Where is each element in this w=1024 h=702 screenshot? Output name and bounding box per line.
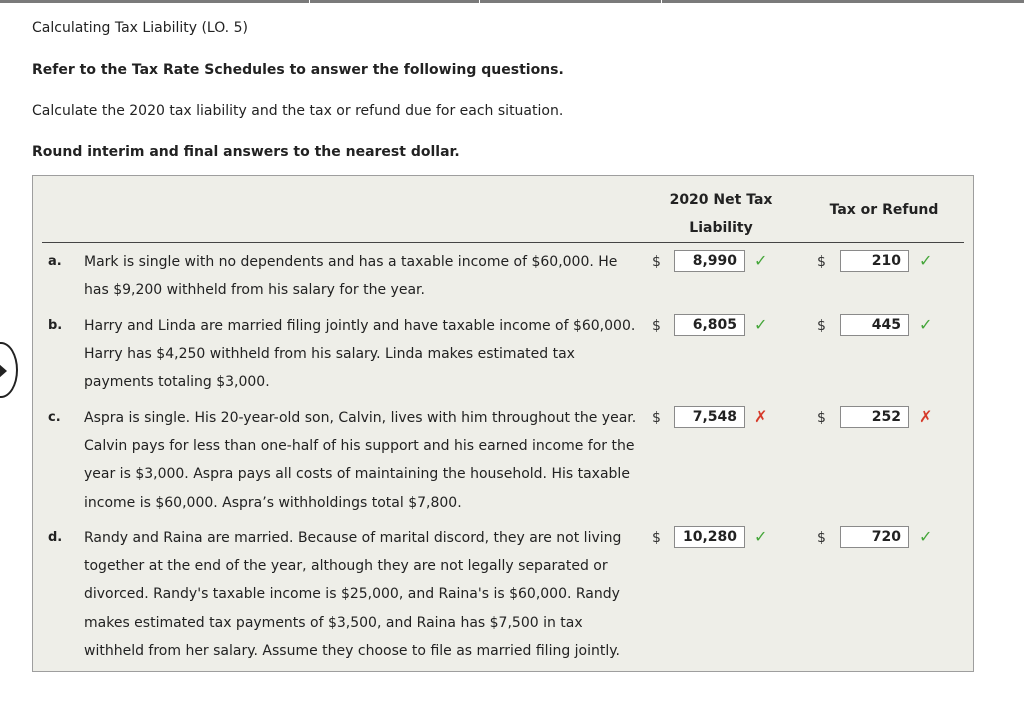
row-letter: a. [48,254,62,269]
dollar-sign: $ [817,318,826,334]
dollar-sign: $ [817,254,826,270]
row-description: Randy and Raina are married. Because of marital discord, they are not living together at the end of the year, although they are not legally separated or divorced. Randy's taxable income is $25,000, and Raina's is $60,000. Randy makes estimated tax payments of $3,500, and Raina has $7,500 in tax withheld from her salary. Assume they choose to file as married filing jointly. [84,530,622,659]
refund-column-header: Tax or Refund [829,202,939,218]
liability-input[interactable]: 6,805 [674,314,745,336]
rounding-note: Round interim and final answers to the nearest dollar. [32,144,460,160]
row-letter: d. [48,530,63,545]
liability-column-header [661,186,781,242]
next-arrow-button[interactable] [0,342,18,398]
dollar-sign: $ [652,254,661,270]
chevron-right-icon [0,364,7,378]
header-divider [42,242,964,243]
check-icon: ✓ [919,527,933,546]
cross-icon: ✗ [754,407,768,426]
liability-input[interactable]: 7,548 [674,406,745,428]
problem-title: Calculating Tax Liability (LO. 5) [32,20,248,36]
liability-input[interactable]: 8,990 [674,250,745,272]
check-icon: ✓ [919,251,933,270]
dollar-sign: $ [652,318,661,334]
check-icon: ✓ [754,315,768,334]
liability-header-line2: Liability [689,220,753,236]
prompt-text: Calculate the 2020 tax liability and the tax or refund due for each situation. [32,103,564,119]
refund-input[interactable]: 210 [840,250,909,272]
dollar-sign: $ [817,410,826,426]
refund-input[interactable]: 252 [840,406,909,428]
refund-input[interactable]: 720 [840,526,909,548]
top-divider [0,0,1024,3]
answer-table [32,175,974,672]
refund-input[interactable]: 445 [840,314,909,336]
dollar-sign: $ [817,530,826,546]
row-letter: b. [48,318,63,333]
row-description: Mark is single with no dependents and has a taxable income of $60,000. He has $9,200 withheld from his salary for the year. [84,254,618,299]
check-icon: ✓ [919,315,933,334]
row-description: Harry and Linda are married filing jointly and have taxable income of $60,000. Harry has $4,250 withheld from his salary. Linda makes estimated tax payments totaling $3,000. [84,318,636,391]
instruction-text: Refer to the Tax Rate Schedules to answer the following questions. [32,62,564,78]
cross-icon: ✗ [919,407,933,426]
dollar-sign: $ [652,530,661,546]
dollar-sign: $ [652,410,661,426]
liability-header-line1: 2020 Net Tax [669,192,773,208]
row-letter: c. [48,410,61,425]
row-description: Aspra is single. His 20-year-old son, Calvin, lives with him throughout the year. Calvin pays for less than one-half of his support and his earned income for the year is $3,000. Aspra pays all costs of maintaining the household. His taxable income is $60,000. Aspra’s withholdings total $7,800. [84,410,637,511]
check-icon: ✓ [754,251,768,270]
check-icon: ✓ [754,527,768,546]
liability-input[interactable]: 10,280 [674,526,745,548]
